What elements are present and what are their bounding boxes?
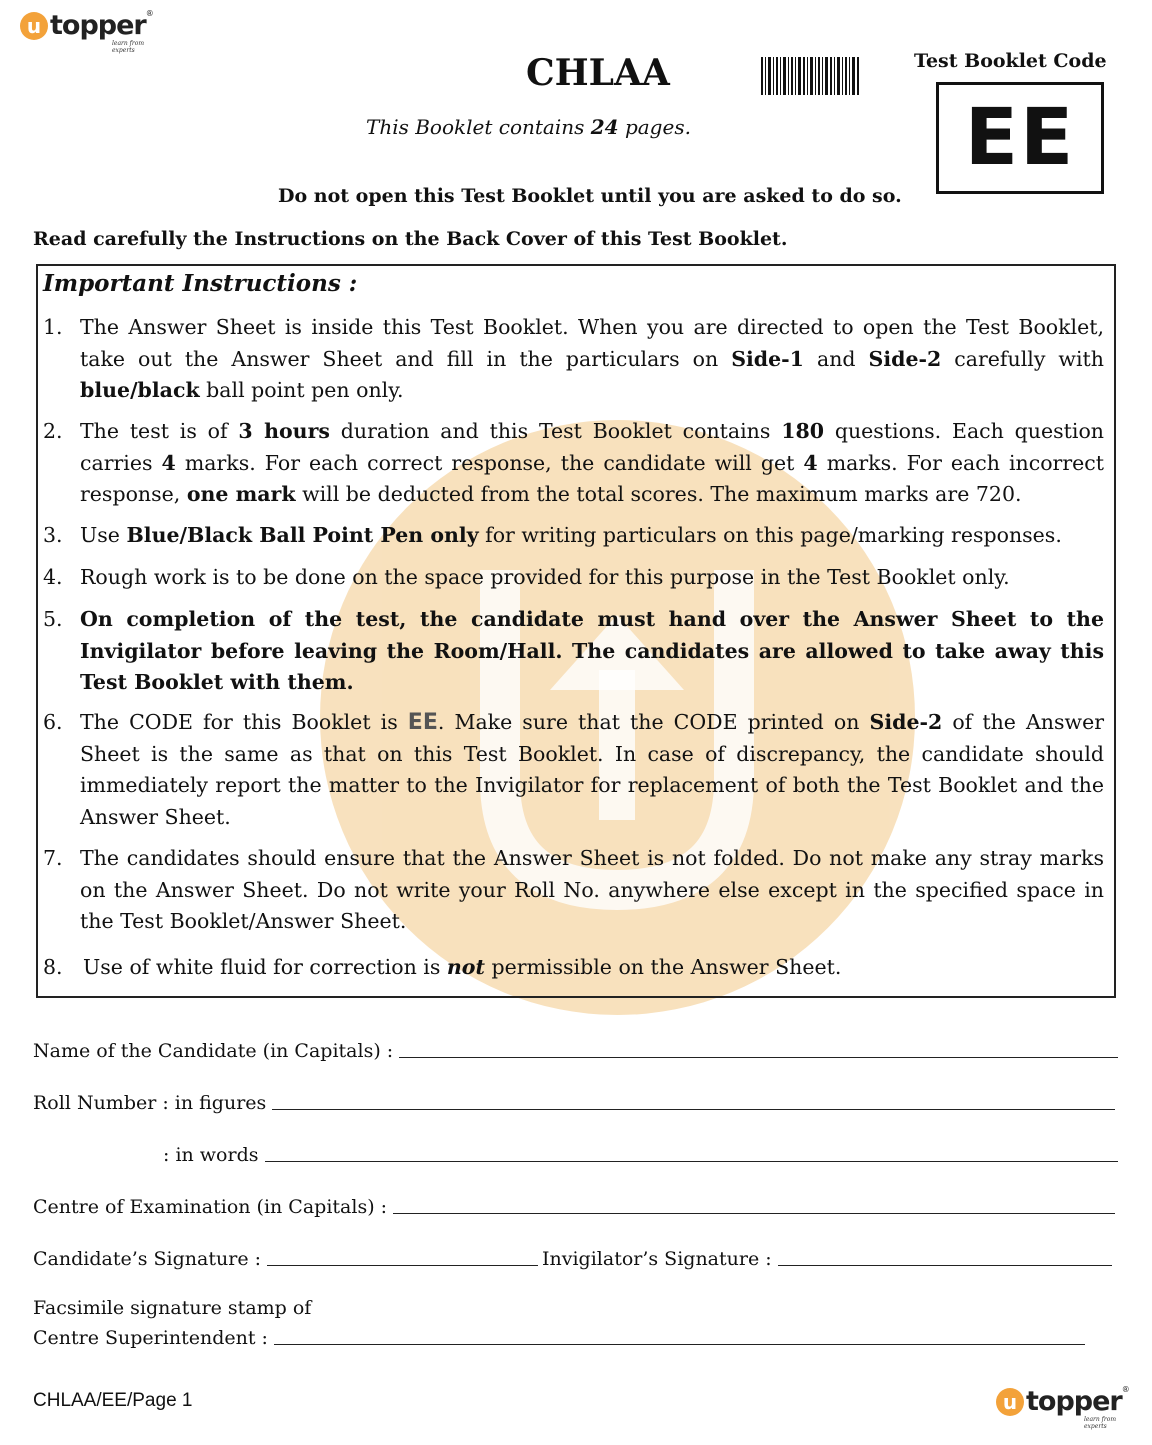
superintendent-line[interactable]: [274, 1344, 1085, 1345]
roll-words-label: : in words: [163, 1144, 259, 1166]
candidate-signature-field[interactable]: [33, 1248, 538, 1270]
roll-words-line[interactable]: [265, 1161, 1119, 1162]
roll-figures-label: Roll Number : in figures: [33, 1092, 267, 1114]
barcode-icon: [761, 57, 859, 95]
registered-mark: ®: [145, 9, 154, 18]
instruction-item: [43, 707, 1104, 833]
test-booklet-code-label: Test Booklet Code: [914, 50, 1107, 72]
item-text: The Answer Sheet is inside this Test Booklet. When you are directed to open the Test Booklet, take out the Answer Sheet and fill in the particulars on Side-1 and Side-2 carefully with blue/black ball point pen only.: [80, 315, 1104, 402]
instruction-item: [43, 604, 1104, 699]
stamp-label-line1: Facsimile signature stamp of: [33, 1297, 312, 1319]
registered-mark: ®: [1121, 1385, 1130, 1394]
roll-figures-line[interactable]: [272, 1109, 1115, 1110]
centre-label: Centre of Examination (in Capitals) :: [33, 1196, 388, 1218]
roll-words-field[interactable]: [163, 1144, 1118, 1166]
topper-wordmark: topper: [50, 10, 146, 41]
invigilator-signature-field[interactable]: [542, 1248, 1112, 1270]
item-text: The candidates should ensure that the Answer Sheet is not folded. Do not make any stray marks on the Answer Sheet. Do not write your Roll No. anywhere else except in the specified space in the Test Booklet/Answer Sheet.: [80, 846, 1104, 933]
topper-u-icon: u: [20, 12, 48, 40]
invigilator-signature-label: Invigilator’s Signature :: [542, 1248, 772, 1270]
item-text: On completion of the test, the candidate must hand over the Answer Sheet to the Invigilator before leaving the Room/Hall. The candidates are allowed to take away this Test Booklet with them.: [80, 607, 1104, 694]
candidate-name-line[interactable]: [399, 1057, 1118, 1058]
topper-u-icon: u: [996, 1388, 1024, 1416]
item-number: 8.: [43, 955, 63, 979]
read-instructions-notice: Read carefully the Instructions on the Back Cover of this Test Booklet.: [33, 228, 788, 250]
brand-tagline: learn from experts: [112, 40, 145, 54]
candidate-name-label: Name of the Candidate (in Capitals) :: [33, 1040, 394, 1062]
item-number: 6.: [43, 710, 63, 734]
centre-field[interactable]: [33, 1196, 1115, 1218]
centre-line[interactable]: [393, 1213, 1115, 1214]
instruction-item: [43, 520, 1104, 552]
superintendent-label: Centre Superintendent :: [33, 1327, 268, 1349]
topper-wordmark: topper: [1026, 1386, 1122, 1417]
roll-figures-field[interactable]: [33, 1092, 1115, 1114]
item-number: 2.: [43, 419, 63, 443]
topper-logo-footer: [996, 1385, 1130, 1430]
do-not-open-warning: Do not open this Test Booklet until you are asked to do so.: [278, 185, 902, 207]
item-number: 1.: [43, 315, 63, 339]
brand-tagline: learn from experts: [1084, 1416, 1117, 1430]
item-number: 7.: [43, 846, 63, 870]
instructions-heading: Important Instructions :: [43, 270, 358, 297]
item-text: The CODE for this Booklet is EE. Make sure that the CODE printed on Side-2 of the Answer Sheet is the same as that on this Test Booklet. In case of discrepancy, the candidate should immediately report the matter to the Invigilator for replacement of both the Test Booklet and the Answer Sheet.: [80, 710, 1105, 829]
test-booklet-code: EE: [936, 82, 1104, 194]
item-number: 4.: [43, 565, 63, 589]
candidate-signature-label: Candidate’s Signature :: [33, 1248, 261, 1270]
page-footer-label: CHLAA/EE/Page 1: [33, 1390, 193, 1411]
instruction-item: [43, 843, 1104, 938]
booklet-title: CHLAA: [526, 52, 670, 94]
pages-prefix: This Booklet contains: [366, 115, 591, 139]
item-text: The test is of 3 hours duration and this Test Booklet contains 180 questions. Each question carries 4 marks. For each correct response, the candidate will get 4 marks. For each incorrect response, one mark will be deducted from the total scores. The maximum marks are 720.: [80, 419, 1105, 506]
pages-suffix: pages.: [618, 115, 691, 139]
item-text: Use Blue/Black Ball Point Pen only for writing particulars on this page/marking responses.: [80, 523, 1062, 547]
item-text: Use of white fluid for correction is not permissible on the Answer Sheet.: [83, 955, 842, 979]
page-count-line: [366, 115, 691, 139]
candidate-name-field[interactable]: [33, 1040, 1118, 1062]
item-number: 3.: [43, 523, 63, 547]
pages-count: 24: [590, 115, 619, 139]
item-text: Rough work is to be done on the space provided for this purpose in the Test Booklet only.: [80, 565, 1010, 589]
item-number: 5.: [43, 607, 63, 631]
invigilator-signature-line[interactable]: [778, 1265, 1112, 1266]
superintendent-stamp-field[interactable]: [33, 1327, 1085, 1349]
candidate-signature-line[interactable]: [267, 1265, 538, 1266]
instruction-item: [43, 562, 1104, 594]
instruction-item: [43, 312, 1104, 407]
instruction-item: [43, 416, 1104, 511]
instruction-item: [43, 952, 1104, 984]
topper-logo: [20, 9, 154, 54]
